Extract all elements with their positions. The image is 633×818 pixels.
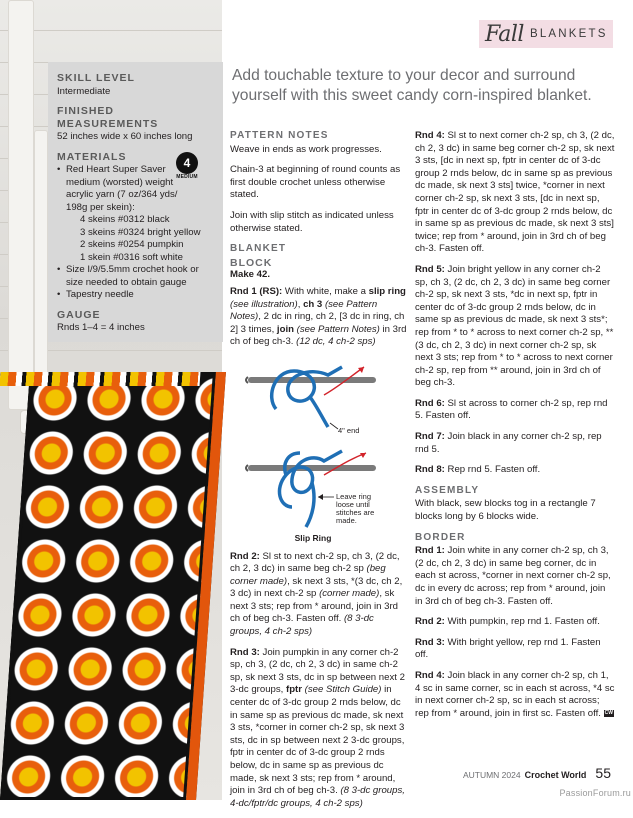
rnd7-text: Rnd 7: Join black in any corner ch-2 sp, rep rnd 5. <box>415 431 602 455</box>
info-box <box>48 62 223 342</box>
materials-list <box>57 164 215 302</box>
border-rnd4-text: Rnd 4: Join black in any corner ch-2 sp, ch 1, 4 sc in same corner, sc in each st across, *4 sc in next corner ch-2 sp, sc in each st across; rep from * around, join in first sc. Fasten off. CW <box>415 669 615 719</box>
pattern-notes-heading: PATTERN NOTES <box>230 130 329 141</box>
materials-skein: 3 skeins #0324 bright yellow <box>80 226 201 238</box>
rnd8-text: Rnd 8: Rep rnd 5. Fasten off. <box>415 464 541 476</box>
gauge-heading: GAUGE <box>57 308 101 321</box>
materials-heading: MATERIALS <box>57 150 127 163</box>
assembly-heading: ASSEMBLY <box>415 484 480 496</box>
end-label: 4" end <box>338 425 360 435</box>
yarn-weight-icon <box>176 152 198 180</box>
assembly-text: With black, sew blocks tog in a rectangle 7 blocks long by 6 blocks wide. <box>415 498 596 523</box>
border-rnd3-text: Rnd 3: With bright yellow, rep rnd 1. Fasten off. <box>415 636 601 661</box>
make-count: Make 42. <box>230 269 271 281</box>
rnd1-text: Rnd 1 (RS): With white, make a slip ring (see illustration), ch 3 (see Pattern Notes), 2 dc in ring, ch 2, [3 dc in ring, ch 2] 3 times, join (see Pattern Notes) in 3rd ch of beg ch-3. (12 dc, 4 ch-2 sps) <box>230 285 407 348</box>
finished-measurements-heading: FINISHED MEASUREMENTS <box>57 105 159 130</box>
yarn-weight-number: 4 <box>176 152 198 174</box>
border-rnd1-text: Rnd 1: Join white in any corner ch-2 sp, ch 3, (2 dc, ch 2, 3 dc) in same beg corner, dc in each st across, *corner in next corner ch-2 sp, dc in every dc across; rep from * around, join in 3rd ch of beg ch-3. Fasten off. <box>415 545 611 607</box>
materials-yarn: • Red Heart Super Saver medium (worsted) weight acrylic yarn (7 oz/364 yds/ 198g per skein): <box>57 164 215 214</box>
materials-needle: • Tapestry needle <box>57 289 215 302</box>
rnd5-text: Rnd 5: Join bright yellow in any corner ch-2 sp, ch 3, (2 dc, ch 2, 3 dc) in same beg corner ch-2 sp, sk next 3 sts, *dc in next sp, fptr in center dc of 3-dc group 2 rnds below, dc in same sp as previous dc made, sk next 3 sts*; rep from * to * across to next corner ch-2 sp, **(3 dc, ch 2, 3 dc) in next corner ch-2 sp, sk next 3 sts; rep from * to * across to next corner ch-2 sp, rep from ** around, join in 3rd ch of beg ch-3. <box>415 263 614 389</box>
materials-skein: 2 skeins #0254 pumpkin <box>80 239 184 250</box>
yarn-weight-label: MEDIUM <box>176 174 198 180</box>
pattern-note: Weave in ends as work progresses. <box>230 143 382 155</box>
border-heading: BORDER <box>415 531 466 543</box>
slip-ring-title: Slip Ring <box>294 532 332 543</box>
section-header <box>479 20 613 48</box>
issue-label: AUTUMN 2024 <box>462 770 521 780</box>
magazine-name: Crochet World <box>524 770 587 780</box>
page-footer <box>463 765 611 781</box>
middle-column <box>230 130 408 818</box>
skill-level-heading: SKILL LEVEL <box>57 72 135 84</box>
materials-skein: 4 skeins #0312 black <box>80 214 170 225</box>
block-heading: BLOCK <box>230 256 273 269</box>
page-number: 55 <box>595 765 611 781</box>
header-blankets: BLANKETS <box>529 28 608 40</box>
border-rnd2-text: Rnd 2: With pumpkin, rep rnd 1. Fasten off. <box>415 616 600 628</box>
right-column <box>415 130 615 728</box>
rnd6-text: Rnd 6: Sl st across to corner ch-2 sp, rep rnd 5. Fasten off. <box>415 397 608 422</box>
blanket-heading: BLANKET <box>230 243 287 255</box>
materials-skein: 1 skein #0316 soft white <box>80 251 183 263</box>
rnd4-text: Rnd 4: Sl st to next corner ch-2 sp, ch 3, (2 dc, ch 2, 3 dc) in same beg corner ch-2 sp, sk next 3 sts, [dc in next sp, fptr in center dc of 3-dc group 2 rnds below, dc in same sp as previous dc made, sk next 3 sts] twice, *corner in next corner ch-2 sp, sk next 3 sts, [dc in next sp, fptr in center dc of 3-dc group 2 rnds below, dc in same sp as previous dc made, sk next 3 sts] twice; rep from * around, join in 3rd ch of beg ch-3. Fasten off. <box>415 130 615 255</box>
header-fall: Fall <box>485 21 524 47</box>
pattern-note: Join with slip stitch as indicated unless otherwise stated. <box>230 209 394 234</box>
materials-hook: • Size I/9/5.5mm crochet hook or size needed to obtain gauge <box>57 264 215 289</box>
leave-ring-label: Leave ring loose until stitches are made. <box>336 491 375 525</box>
slip-ring-illustration <box>246 357 386 529</box>
finished-measurements-value: 52 inches wide x 60 inches long <box>57 131 193 142</box>
pattern-note: Chain-3 at beginning of round counts as first double crochet unless otherwise stated. <box>230 164 401 201</box>
skill-level-value: Intermediate <box>57 85 111 97</box>
gauge-value: Rnds 1–4 = 4 inches <box>57 322 145 333</box>
intro-text: Add touchable texture to your decor and surround yourself with this sweet candy corn-inspired blanket. <box>232 67 592 104</box>
watermark: PassionForum.ru <box>559 788 631 798</box>
candy-corn-blanket-image <box>0 372 226 800</box>
crochet-hook-bottom <box>248 465 376 471</box>
cw-end-mark: CW <box>604 709 613 716</box>
yarn-loop-top <box>272 367 342 409</box>
rnd2-text: Rnd 2: Sl st to next ch-2 sp, ch 3, (2 dc, ch 2, 3 dc) in same beg ch-2 sp (beg corner made), sk next 3 sts, *(3 dc, ch 2, 3 dc) in next ch-2 sp (corner made), sk next 3 sts; rep from * around, join in 3rd ch of beg ch-3. Fasten off. (8 3-dc groups, 4 ch-2 sps) <box>230 550 403 638</box>
rnd3-text: Rnd 3: Join pumpkin in any corner ch-2 sp, ch 3, (2 dc, ch 2, 3 dc) in same ch-2 sp, sk next 3 sts, dc in sp between next 2 3-dc groups, fptr (see Stitch Guide) in center dc of 3-dc group 2 rnds below, dc in same sp as previous dc made, sk next 3 sts, *corner in corner ch-2 sp, sk next 3 sts, dc in sp between next 2 3-dc groups, fptr in center dc of 3-dc group 2 rnds below, dc in same sp as previous dc made, sk next 3 sts; rep from * around, join in 3rd ch of beg ch-3. (8 3-dc groups, 4-dc/fptr/dc groups, 4 ch-2 sps) <box>230 646 405 809</box>
